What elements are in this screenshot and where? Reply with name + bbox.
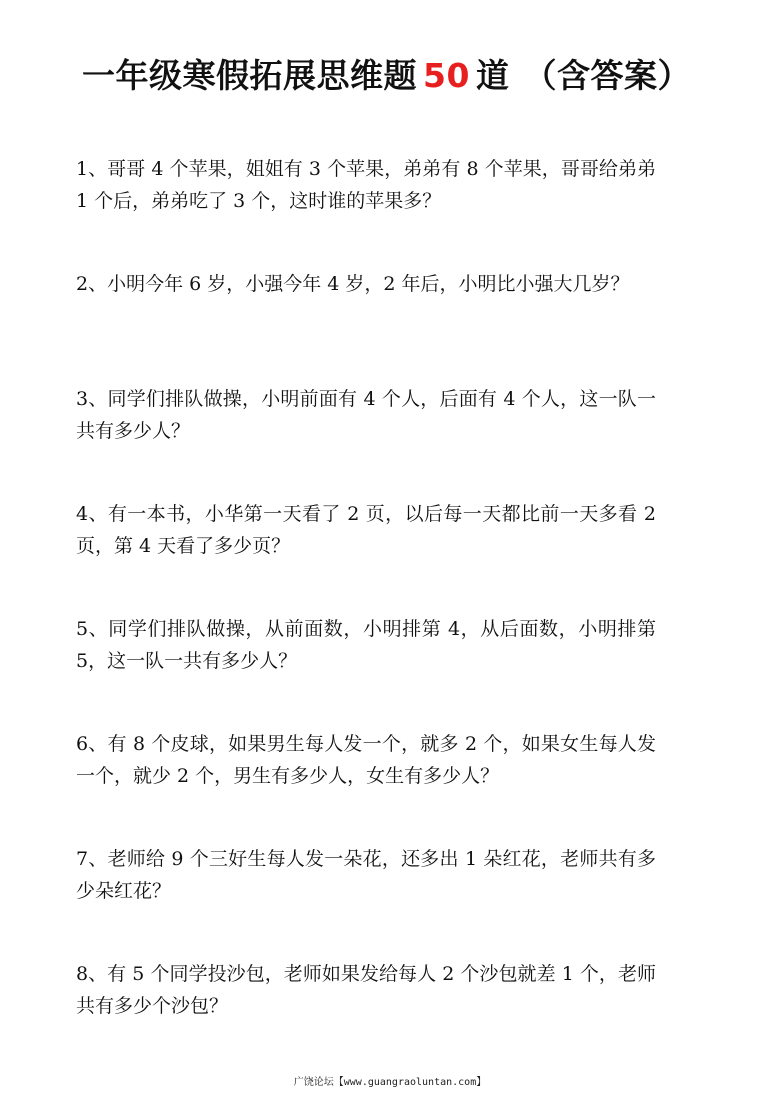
question-text: 6、有 8 个皮球，如果男生每人发一个，就多 2 个，如果女生每人发一个，就少 2 个，男生有多少人，女生有多少人？ xyxy=(76,733,656,787)
title-suffix: 道 xyxy=(475,56,510,95)
page-title xyxy=(82,50,702,102)
question-list xyxy=(76,153,676,1073)
question-item xyxy=(76,498,676,613)
question-text: 5、同学们排队做操，从前面数，小明排第 4，从后面数，小明排第 5，这一队一共有多少人？ xyxy=(76,618,656,672)
question-item xyxy=(76,383,676,498)
question-text: 3、同学们排队做操，小明前面有 4 个人，后面有 4 个人，这一队一共有多少人？ xyxy=(76,388,656,442)
question-item xyxy=(76,958,676,1073)
question-item xyxy=(76,268,676,383)
question-text: 1、哥哥 4 个苹果，姐姐有 3 个苹果，弟弟有 8 个苹果，哥哥给弟弟 1 个后，弟弟吃了 3 个，这时谁的苹果多？ xyxy=(76,158,656,212)
question-item xyxy=(76,153,676,268)
question-text: 8、有 5 个同学投沙包，老师如果发给每人 2 个沙包就差 1 个，老师共有多少个沙包？ xyxy=(76,963,656,1017)
question-item xyxy=(76,728,676,843)
question-text: 4、有一本书，小华第一天看了 2 页，以后每一天都比前一天多看 2 页，第 4 天看了多少页？ xyxy=(76,503,656,557)
question-text: 7、老师给 9 个三好生每人发一朵花，还多出 1 朵红花，老师共有多少朵红花？ xyxy=(76,848,656,902)
question-item xyxy=(76,613,676,728)
footer-site-name: 广饶论坛 xyxy=(293,1077,334,1088)
title-answer-note: （含答案） xyxy=(523,56,691,95)
title-prefix: 一年级寒假拓展思维题 xyxy=(82,56,417,95)
question-item xyxy=(76,843,676,958)
title-number: 50 xyxy=(423,56,470,95)
footer-url: 【www.guangraoluntan.com】 xyxy=(333,1077,487,1088)
question-text: 2、小明今年 6 岁，小强今年 4 岁，2 年后，小明比小强大几岁？ xyxy=(76,273,630,295)
page-footer xyxy=(0,1076,780,1090)
